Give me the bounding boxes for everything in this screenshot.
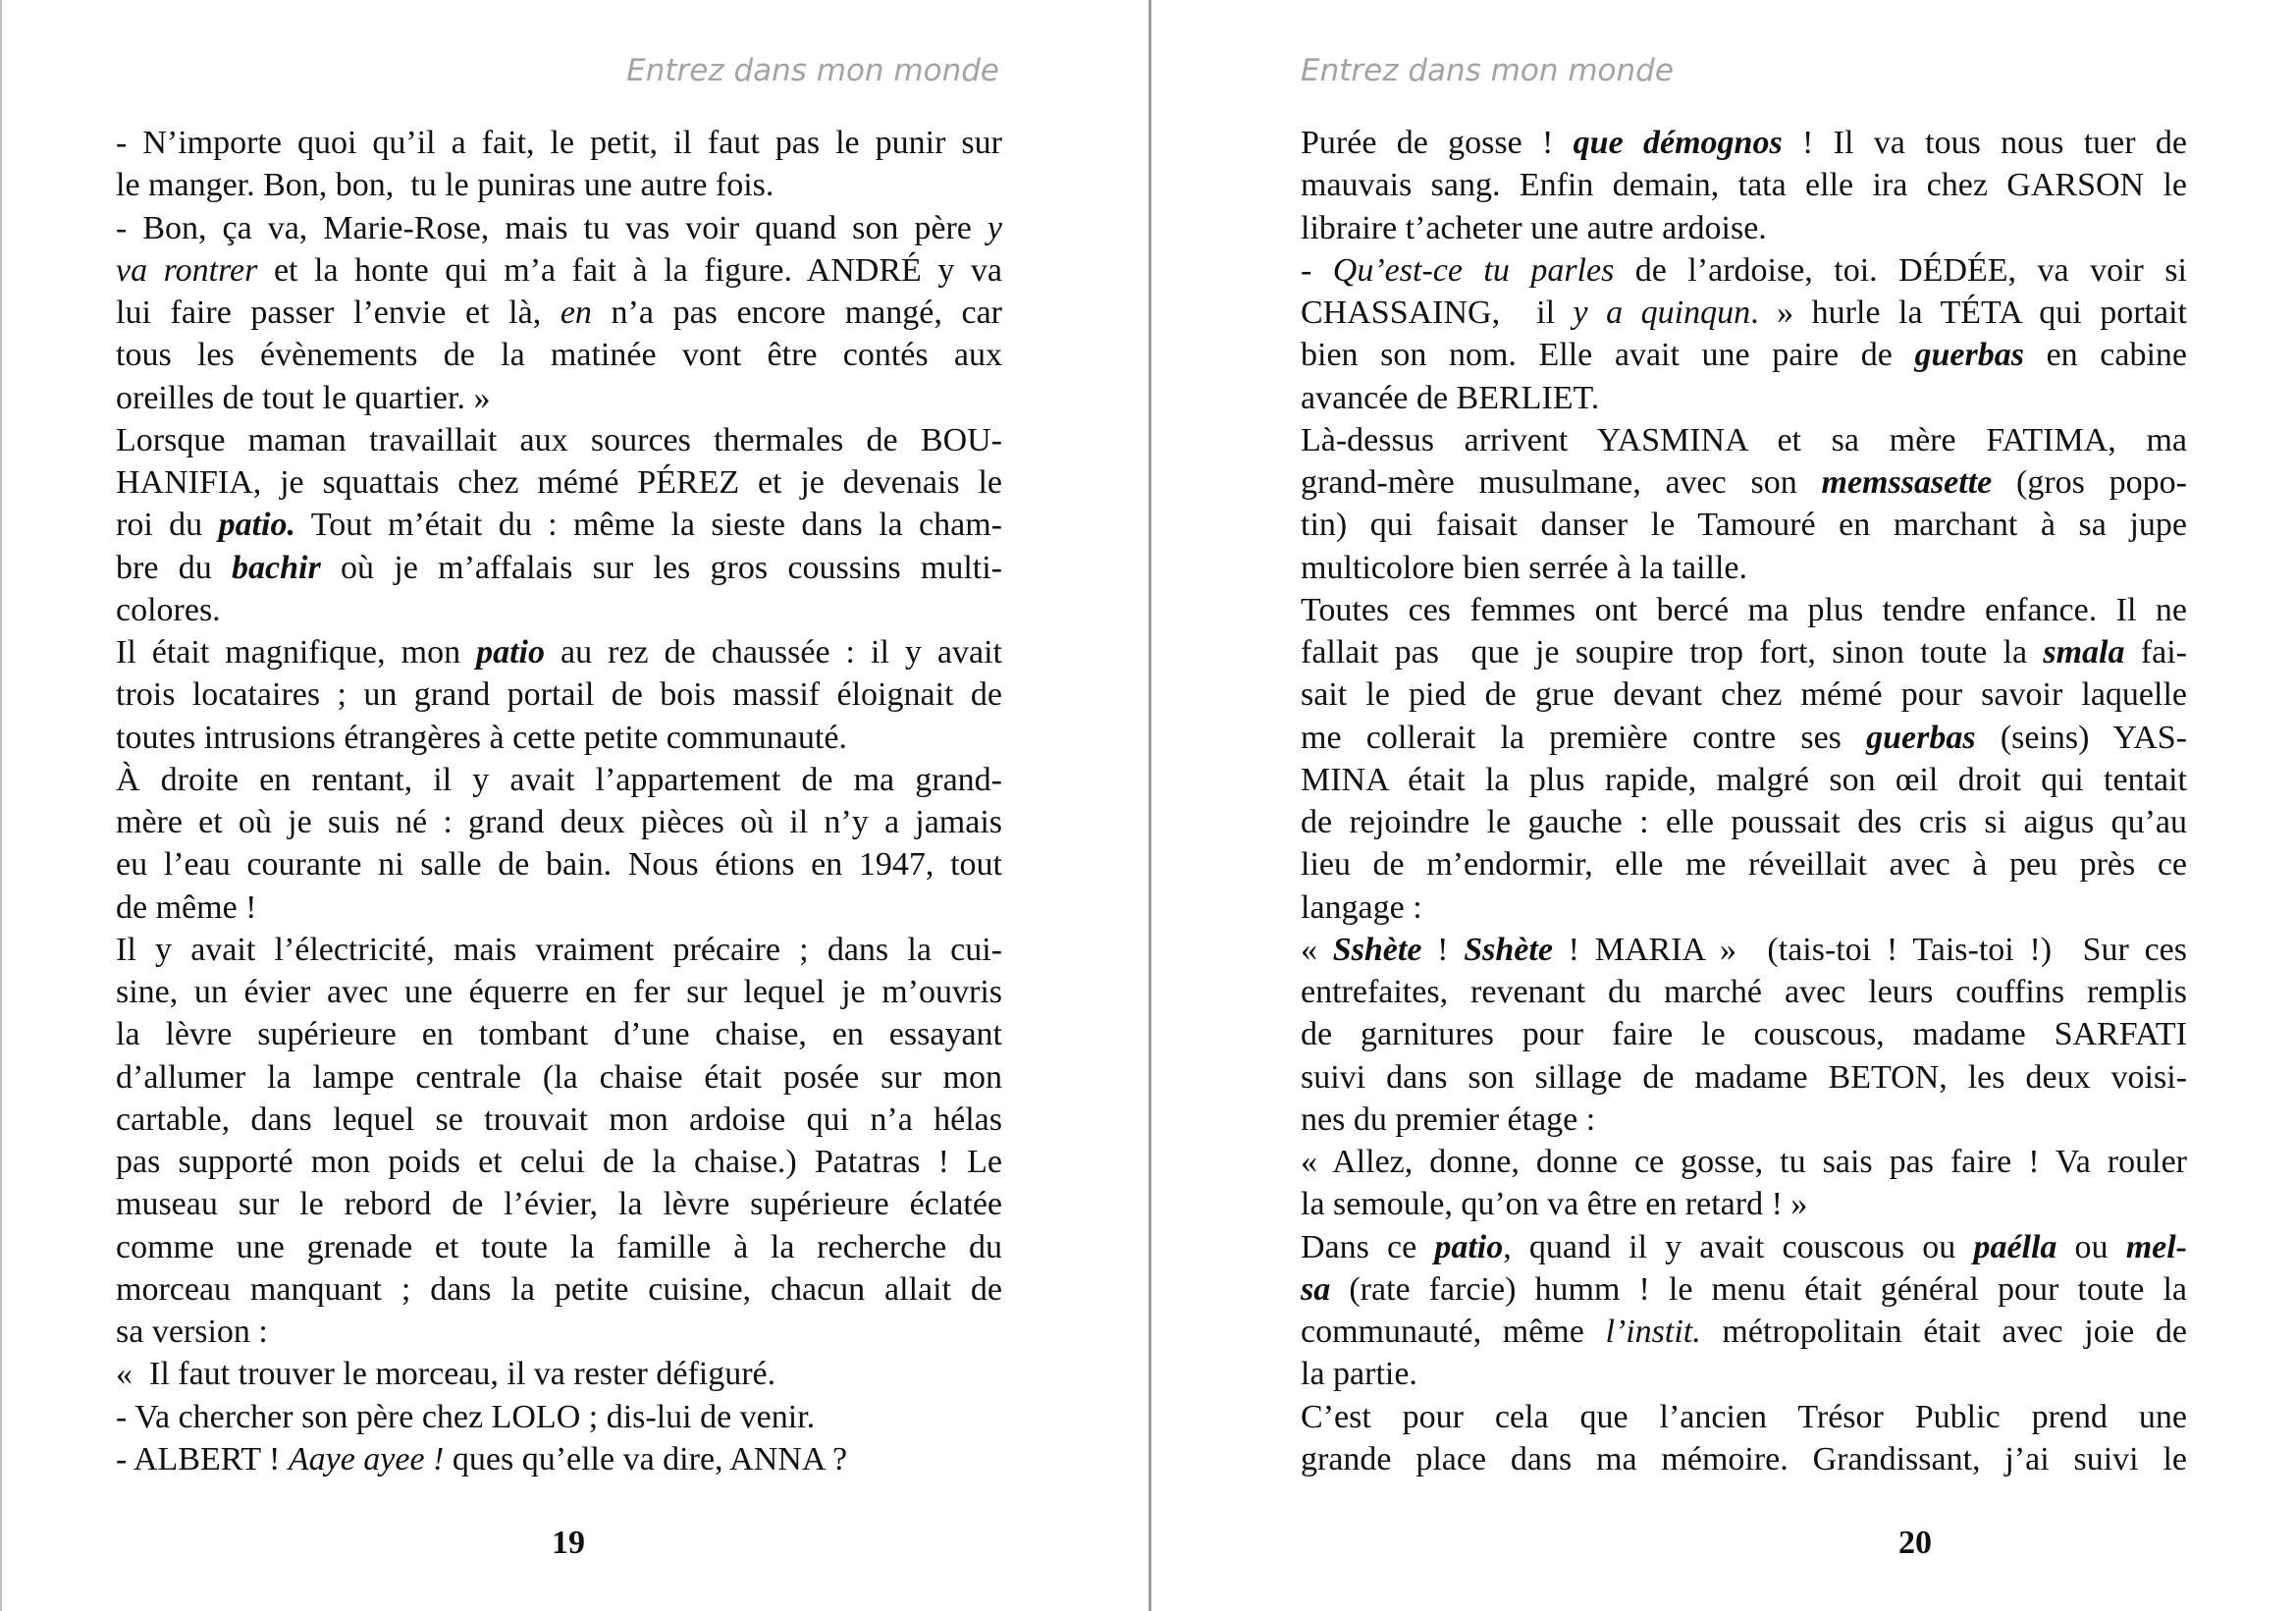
text-segment: communauté, même <box>1301 1314 1606 1350</box>
text-line <box>1301 1141 2187 1183</box>
text-segment: lieu de m’endormir, elle me réveillait avec à peu près ce <box>1301 846 2187 884</box>
emphasis-term: guerbas <box>1866 719 1976 756</box>
text-line <box>1301 1056 2187 1099</box>
text-segment: toutes intrusions étrangères à cette petite communauté. <box>116 719 847 756</box>
italic-text: Aaye ayee ! <box>288 1440 445 1477</box>
text-line <box>1301 929 2187 971</box>
emphasis-term: bachir <box>232 549 321 586</box>
text-line <box>116 1353 1002 1395</box>
text-line <box>1301 717 2187 759</box>
text-segment: Toutes ces femmes ont bercé ma plus tendre enfance. Il ne <box>1301 591 2187 628</box>
emphasis-term: mel- <box>2125 1228 2188 1265</box>
italic-text: Qu’est-ce tu parles <box>1332 251 1615 289</box>
text-line <box>116 547 1002 589</box>
text-segment: entrefaites, revenant du marché avec leurs couffins remplis <box>1301 974 2187 1010</box>
text-line <box>116 1141 1002 1183</box>
text-line <box>116 419 1002 461</box>
page-number: 20 <box>1898 1525 1932 1561</box>
text-line <box>116 504 1002 546</box>
text-segment: (gros popo- <box>1992 464 2187 501</box>
text-segment: cartable, dans lequel se trouvait mon ardoise qui n’a hélas <box>116 1101 1002 1138</box>
text-segment: nes du premier étage : <box>1301 1101 1596 1138</box>
text-segment: oreilles de tout le quartier. » <box>116 379 491 416</box>
emphasis-term: Sshète <box>1332 931 1422 968</box>
text-segment: (seins) YAS- <box>1975 719 2187 756</box>
text-segment: ou <box>2056 1228 2126 1265</box>
text-segment: suivi dans son sillage de madame BETON, les deux voisi- <box>1301 1058 2187 1096</box>
text-segment: Il était magnifique, mon <box>116 634 477 671</box>
text-line <box>1301 547 2187 589</box>
text-line <box>1301 1438 2187 1480</box>
emphasis-term: patio <box>1434 1228 1504 1265</box>
text-line <box>1301 419 2187 461</box>
text-segment: de l’ardoise, toi. DÉDÉE, va voir si <box>1614 251 2187 289</box>
text-line <box>116 631 1002 673</box>
text-line <box>116 673 1002 716</box>
text-line <box>1301 207 2187 249</box>
text-line <box>116 1268 1002 1311</box>
emphasis-term: paélla <box>1973 1228 2057 1265</box>
italic-text: y <box>987 209 1002 246</box>
text-segment: museau sur le rebord de l’évier, la lèvre supérieure éclatée <box>116 1186 1002 1223</box>
page-text <box>116 122 1002 1480</box>
text-line <box>116 207 1002 249</box>
emphasis-term: smala <box>2043 634 2125 671</box>
text-segment: CHASSAING, il <box>1301 295 1574 331</box>
text-line <box>1301 843 2187 886</box>
text-segment: (rate farcie) humm ! le menu était général pour toute la <box>1330 1270 2187 1308</box>
emphasis-term: que démognos <box>1573 125 1783 161</box>
text-segment: n’a pas encore mangé, car <box>591 295 1002 331</box>
text-segment: colores. <box>116 591 221 628</box>
text-segment: et la honte qui m’a fait à la figure. ANDRÉ y va <box>257 251 1002 289</box>
text-segment: Purée de gosse ! <box>1301 125 1574 161</box>
text-line <box>116 843 1002 886</box>
text-line <box>116 801 1002 843</box>
text-segment: Là-dessus arrivent YASMINA et sa mère FATIMA, ma <box>1301 421 2187 458</box>
text-segment: - N’importe quoi qu’il a fait, le petit, il faut pas le punir sur <box>116 125 1002 161</box>
text-segment: Lorsque maman travaillait aux sources thermales de BOU- <box>116 421 1002 458</box>
text-line <box>116 1226 1002 1268</box>
text-line <box>116 249 1002 292</box>
text-segment: mauvais sang. Enfin demain, tata elle ira chez GARSON le <box>1301 167 2187 204</box>
text-segment: fallait pas que je soupire trop fort, sinon toute la <box>1301 634 2044 671</box>
text-segment: mère et où je suis né : grand deux pièces où il n’y a jamais <box>116 804 1002 840</box>
text-segment: - Va chercher son père chez LOLO ; dis-lui de venir. <box>116 1398 816 1435</box>
emphasis-term: sa <box>1301 1270 1331 1308</box>
text-segment: bre du <box>116 549 233 586</box>
text-line <box>116 886 1002 929</box>
emphasis-term: Sshète <box>1464 931 1553 968</box>
text-line <box>1301 673 2187 716</box>
text-segment: avancée de BERLIET. <box>1301 379 1600 416</box>
text-segment: libraire t’acheter une autre ardoise. <box>1301 209 1767 246</box>
text-segment: bien son nom. Elle avait une paire de <box>1301 337 1915 374</box>
text-line <box>116 1396 1002 1438</box>
text-segment: comme une grenade et toute la famille à la recherche du <box>116 1228 1002 1265</box>
text-line <box>1301 1353 2187 1395</box>
text-segment: , quand il y avait couscous ou <box>1503 1228 1974 1265</box>
text-segment: trois locataires ; un grand portail de bois massif éloignait de <box>116 676 1002 714</box>
emphasis-term: patio <box>476 634 546 671</box>
text-line <box>116 929 1002 971</box>
text-segment: - ALBERT ! <box>116 1440 289 1477</box>
text-segment: grande place dans ma mémoire. Grandissant, j’ai suivi le <box>1301 1440 2187 1477</box>
emphasis-term: patio. <box>218 507 295 544</box>
text-segment: la semoule, qu’on va être en retard ! » <box>1301 1186 1808 1223</box>
text-segment: le manger. Bon, bon, tu le puniras une autre fois. <box>116 167 774 204</box>
text-line <box>1301 1226 2187 1268</box>
text-segment: sine, un évier avec une équerre en fer sur lequel je m’ouvris <box>116 974 1002 1010</box>
text-segment: À droite en rentant, il y avait l’appartement de ma grand- <box>116 761 1002 798</box>
text-segment: - Bon, ça va, Marie-Rose, mais tu vas voir quand son père <box>116 209 988 246</box>
text-segment: ! <box>1421 931 1465 968</box>
text-segment: multicolore bien serrée à la taille. <box>1301 549 1748 586</box>
right-page <box>1148 0 2296 1611</box>
text-line <box>116 292 1002 334</box>
text-segment: ! MARIA » (tais-toi ! Tais-toi !) Sur ces <box>1552 931 2188 968</box>
text-line <box>116 971 1002 1013</box>
text-segment: Dans ce <box>1301 1228 1435 1265</box>
text-line <box>116 717 1002 759</box>
page-number: 19 <box>552 1525 585 1561</box>
emphasis-term: memssasette <box>1821 464 1993 501</box>
italic-text: en <box>560 295 592 331</box>
text-line <box>1301 1311 2187 1353</box>
text-segment: eu l’eau courante ni salle de bain. Nous étions en 1947, tout <box>116 846 1002 884</box>
left-page <box>0 0 1147 1611</box>
text-segment: « Allez, donne, donne ce gosse, tu sais pas faire ! Va rouler <box>1301 1144 2187 1180</box>
text-segment: me collerait la première contre ses <box>1301 719 1867 756</box>
text-segment: tin) qui faisait danser le Tamouré en marchant à sa jupe <box>1301 507 2187 544</box>
text-segment: d’allumer la lampe centrale (la chaise était posée sur mon <box>116 1058 1002 1096</box>
text-segment: « <box>1301 931 1333 968</box>
text-segment: lui faire passer l’envie et là, <box>116 295 561 331</box>
text-line <box>116 1056 1002 1099</box>
text-segment: au rez de chaussée : il y avait <box>545 634 1002 671</box>
text-line <box>116 377 1002 419</box>
text-segment: tous les évènements de la matinée vont être contés aux <box>116 337 1002 374</box>
text-segment: de rejoindre le gauche : elle poussait des cris si aigus qu’au <box>1301 804 2187 840</box>
text-line <box>1301 1099 2187 1141</box>
text-segment: sait le pied de grue devant chez mémé pour savoir laquelle <box>1301 676 2187 714</box>
text-segment: métropolitain était avec joie de <box>1700 1314 2187 1350</box>
text-line <box>1301 1183 2187 1225</box>
italic-text: l’instit. <box>1605 1314 1701 1350</box>
text-line <box>1301 1013 2187 1055</box>
text-segment: de même ! <box>116 888 257 926</box>
emphasis-term: guerbas <box>1914 337 2024 374</box>
text-segment: roi du <box>116 507 219 544</box>
text-segment: « Il faut trouver le morceau, il va rester défiguré. <box>116 1356 776 1393</box>
text-line <box>1301 1396 2187 1438</box>
text-segment: ! Il va tous nous tuer de <box>1782 125 2187 161</box>
text-line <box>1301 589 2187 631</box>
text-segment: Il y avait l’électricité, mais vraiment précaire ; dans la cui- <box>116 931 1002 968</box>
running-head: Entrez dans mon monde <box>626 53 999 88</box>
text-line <box>1301 886 2187 929</box>
text-line <box>1301 334 2187 376</box>
text-line <box>116 1099 1002 1141</box>
text-line <box>1301 122 2187 164</box>
text-segment: langage : <box>1301 888 1422 926</box>
text-line <box>116 334 1002 376</box>
text-line <box>116 1311 1002 1353</box>
text-line <box>1301 292 2187 334</box>
text-line <box>1301 971 2187 1013</box>
text-line <box>1301 377 2187 419</box>
text-segment: . » hurle la TÉTA qui portait <box>1750 295 2187 331</box>
text-segment: ques qu’elle va dire, ANNA ? <box>444 1440 848 1477</box>
text-segment: en cabine <box>2023 337 2187 374</box>
text-segment: C’est pour cela que l’ancien Trésor Public prend une <box>1301 1398 2187 1435</box>
text-line <box>1301 759 2187 801</box>
text-segment: sa version : <box>116 1314 268 1350</box>
text-segment: HANIFIA, je squattais chez mémé PÉREZ et je devenais le <box>116 464 1002 501</box>
text-line <box>1301 801 2187 843</box>
text-line <box>1301 631 2187 673</box>
text-line <box>116 122 1002 164</box>
text-segment: la lèvre supérieure en tombant d’une chaise, en essayant <box>116 1016 1002 1053</box>
text-line <box>116 1183 1002 1225</box>
text-segment: morceau manquant ; dans la petite cuisine, chacun allait de <box>116 1270 1002 1308</box>
page-text <box>1301 122 2187 1480</box>
text-line <box>1301 1268 2187 1311</box>
text-line <box>116 461 1002 504</box>
running-head: Entrez dans mon monde <box>1301 53 1674 88</box>
text-line <box>1301 249 2187 292</box>
text-line <box>116 1438 1002 1480</box>
italic-text: va rontrer <box>116 251 258 289</box>
text-segment: - <box>1301 251 1333 289</box>
text-line <box>116 1013 1002 1055</box>
text-line <box>116 759 1002 801</box>
text-segment: la partie. <box>1301 1356 1417 1393</box>
text-segment: MINA était la plus rapide, malgré son œil droit qui tentait <box>1301 761 2187 798</box>
text-line <box>116 589 1002 631</box>
text-segment: où je m’affalais sur les gros coussins multi- <box>320 549 1003 586</box>
text-line <box>1301 461 2187 504</box>
italic-text: y a quinqun <box>1573 295 1751 331</box>
text-line <box>1301 504 2187 546</box>
text-segment: fai- <box>2124 634 2187 671</box>
text-segment: grand-mère musulmane, avec son <box>1301 464 1822 501</box>
text-segment: pas supporté mon poids et celui de la chaise.) Patatras ! Le <box>116 1144 1002 1180</box>
text-line <box>116 164 1002 206</box>
text-segment: Tout m’était du : même la sieste dans la cham- <box>295 507 1002 544</box>
text-segment: de garnitures pour faire le couscous, madame SARFATI <box>1301 1016 2187 1053</box>
text-line <box>1301 164 2187 206</box>
